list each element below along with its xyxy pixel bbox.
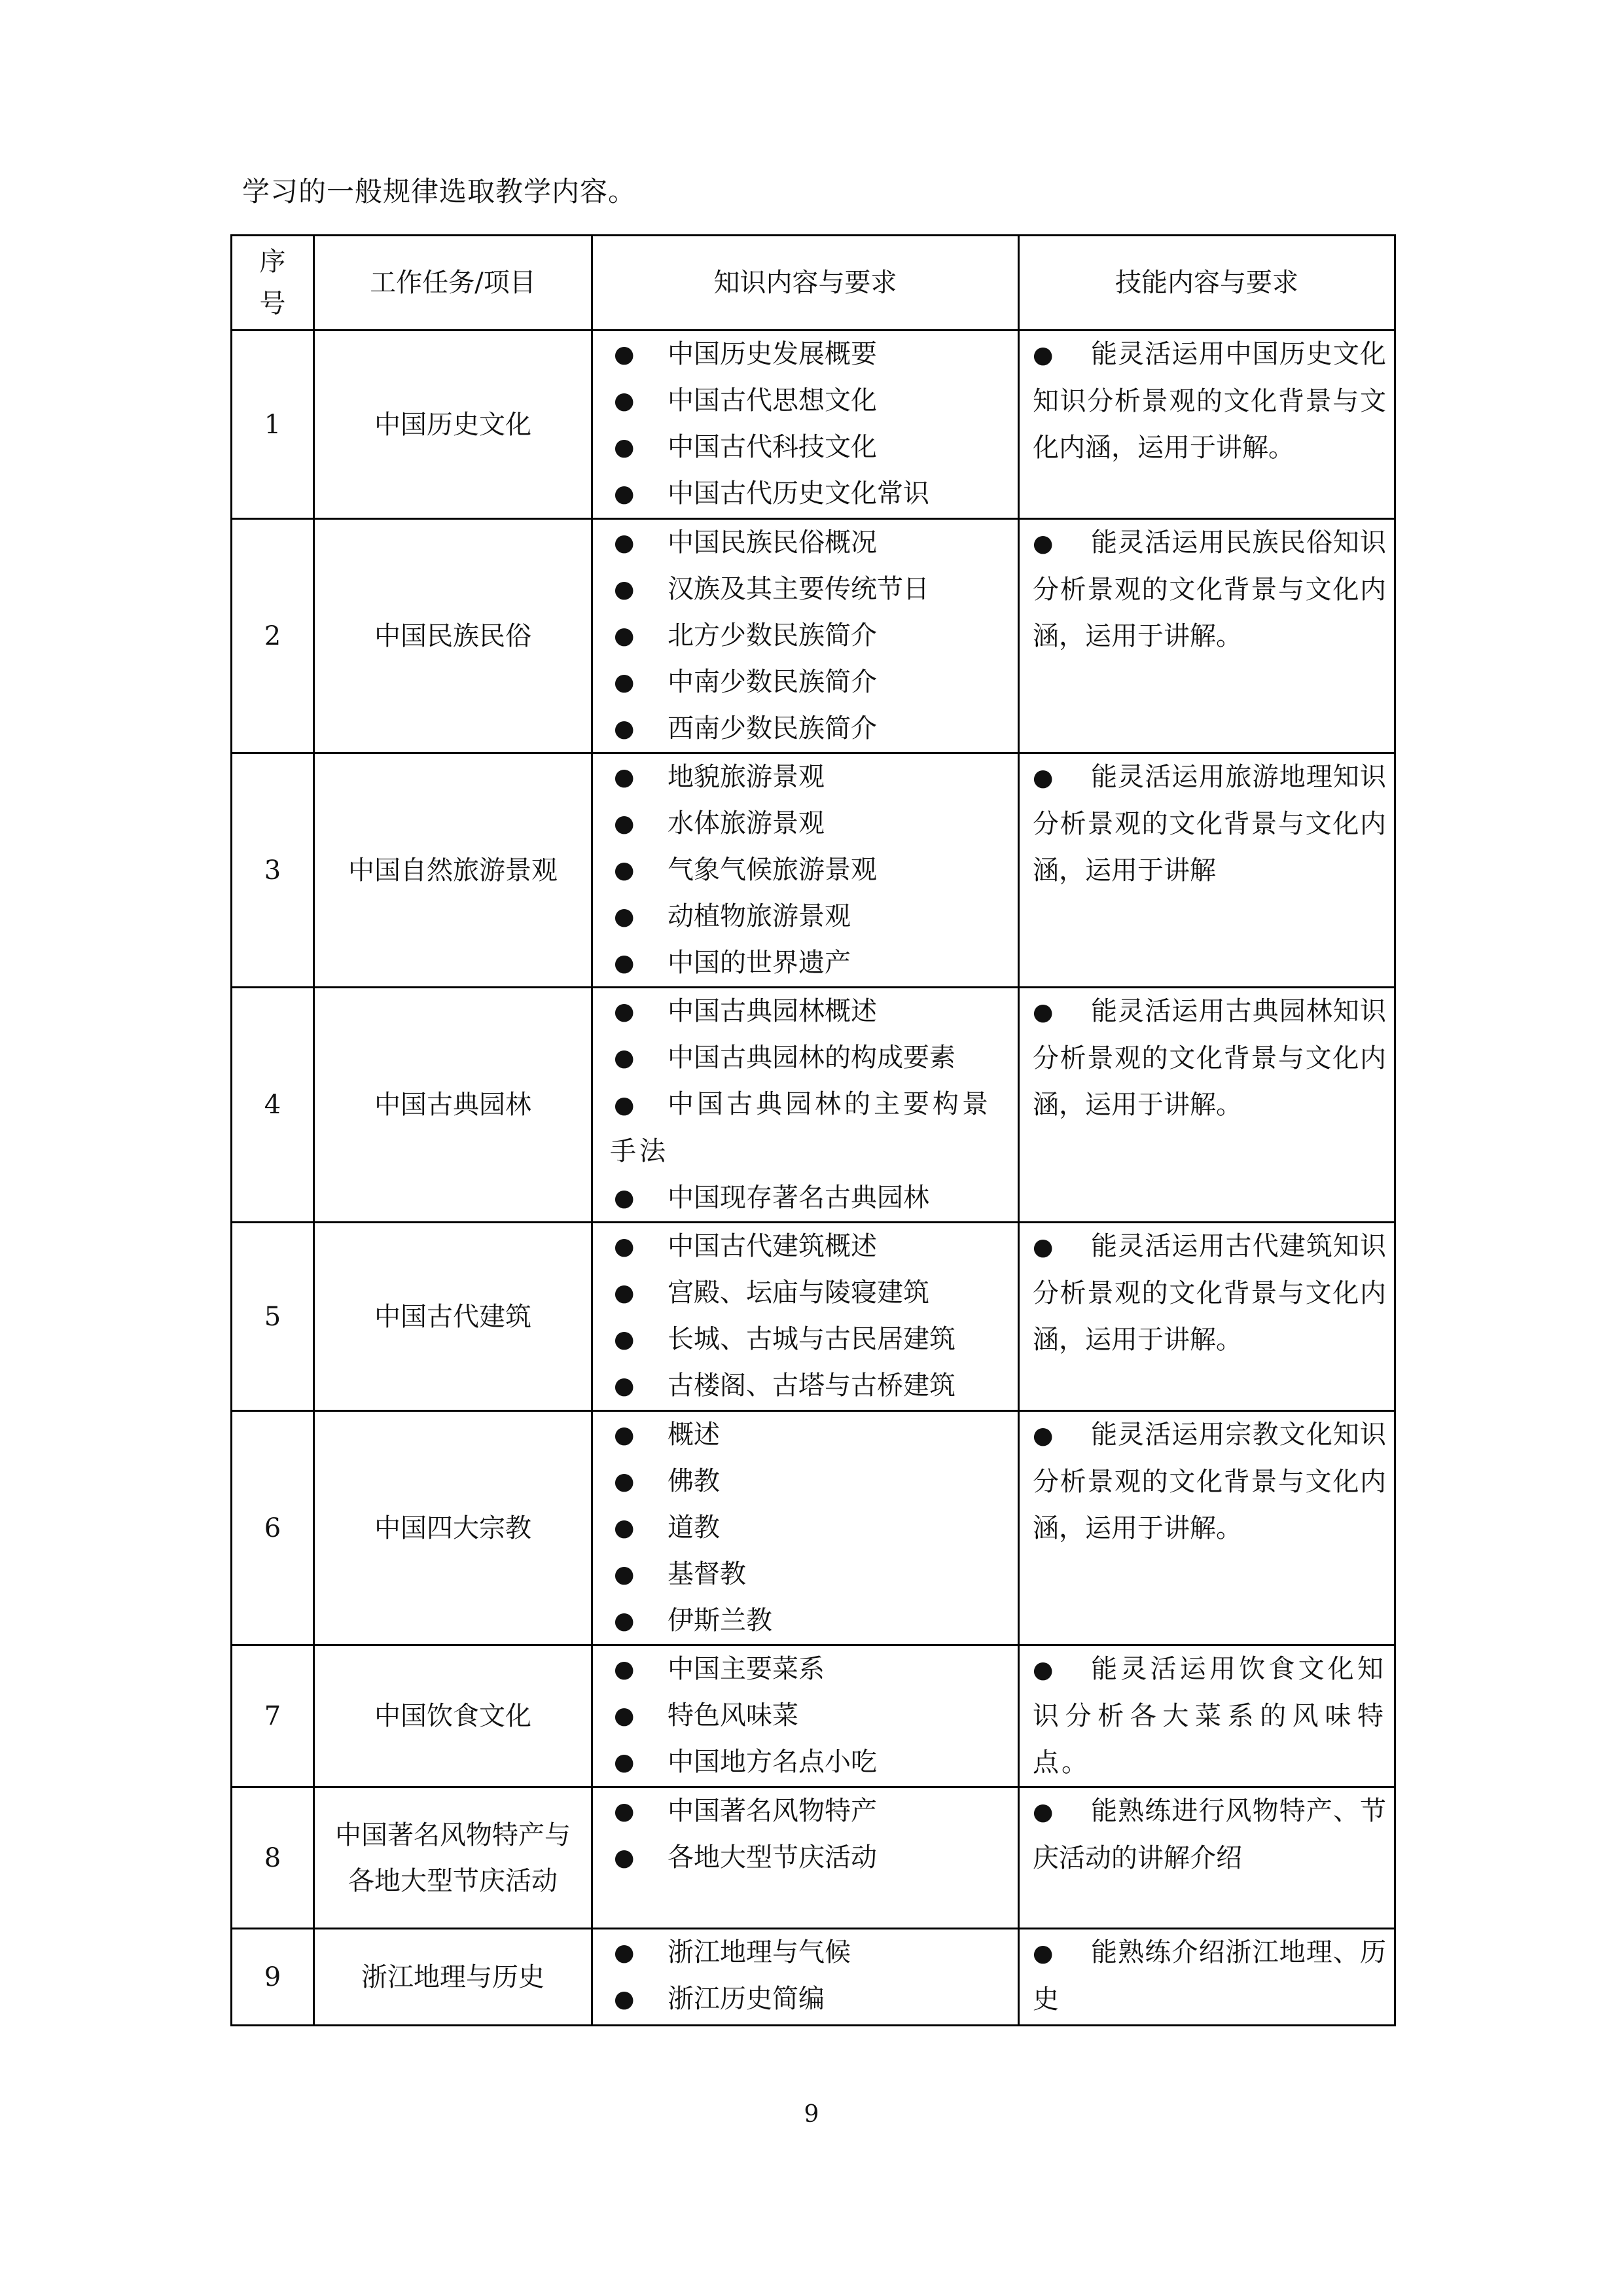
list-item: ● 中国现存著名古典园林 xyxy=(610,1175,1012,1221)
bullet-icon: ● xyxy=(614,1233,635,1260)
list-item: ● 水体旅游景观 xyxy=(610,800,1012,847)
row-seq: 5 xyxy=(232,1223,314,1411)
header-seq-label: 序号 xyxy=(259,247,286,319)
bullet-icon: ● xyxy=(614,1468,635,1495)
list-item: ● 北方少数民族简介 xyxy=(610,613,1012,659)
bullet-icon: ● xyxy=(614,1798,635,1825)
row-skill: ● 能灵活运用旅游地理知识分析景观的文化背景与文化内涵，运用于讲解 xyxy=(1019,753,1395,988)
list-item: ● 古楼阁、古塔与古桥建筑 xyxy=(610,1363,1012,1409)
header-skill: 技能内容与要求 xyxy=(1019,236,1395,331)
row-seq: 3 xyxy=(232,753,314,988)
list-item: ● 中国古代思想文化 xyxy=(610,378,1012,424)
row-task: 中国古典园林 xyxy=(314,988,592,1223)
list-item: ● 宫殿、坛庙与陵寝建筑 xyxy=(610,1270,1012,1316)
bullet-icon: ● xyxy=(614,1280,635,1306)
table-row xyxy=(232,988,1395,1223)
list-item: ● 地貌旅游景观 xyxy=(610,754,1012,800)
row-task: 中国历史文化 xyxy=(314,331,592,519)
list-item: ● 道教 xyxy=(610,1505,1012,1551)
page-number: 9 xyxy=(804,2101,819,2128)
bullet-icon: ● xyxy=(614,764,635,791)
row-skill: ● 能灵活运用古典园林知识分析景观的文化背景与文化内涵，运用于讲解。 xyxy=(1019,988,1395,1223)
list-item: ● 中国的世界遗产 xyxy=(610,940,1012,986)
list-item: ● 中国主要菜系 xyxy=(610,1646,1012,1693)
row-seq: 8 xyxy=(232,1787,314,1929)
list-item: ● 气象气候旅游景观 xyxy=(610,847,1012,893)
table-row xyxy=(232,1787,1395,1929)
list-item: ● 特色风味菜 xyxy=(610,1693,1012,1739)
list-item: ● 基督教 xyxy=(610,1551,1012,1598)
table-row xyxy=(232,1645,1395,1787)
list-item: ● 佛教 xyxy=(610,1458,1012,1505)
list-item: ● 中国历史发展概要 xyxy=(610,331,1012,378)
table-row xyxy=(232,1223,1395,1411)
bullet-icon: ● xyxy=(614,622,635,649)
row-task: 中国古代建筑 xyxy=(314,1223,592,1411)
list-item: ● 汉族及其主要传统节日 xyxy=(610,566,1012,613)
bullet-icon: ● xyxy=(1033,1234,1054,1261)
list-item: ● 伊斯兰教 xyxy=(610,1598,1012,1644)
bullet-icon: ● xyxy=(614,1515,635,1541)
row-knowledge xyxy=(592,331,1019,519)
table-row xyxy=(232,519,1395,753)
list-item: ● 中国古典园林的构成要素 xyxy=(610,1035,1012,1081)
list-item: ● 西南少数民族简介 xyxy=(610,706,1012,752)
bullet-icon: ● xyxy=(1033,530,1054,557)
list-item: ● 中国古代建筑概述 xyxy=(610,1223,1012,1270)
list-item: ● 中南少数民族简介 xyxy=(610,659,1012,706)
bullet-icon: ● xyxy=(614,1326,635,1353)
table-row xyxy=(232,1929,1395,2026)
bullet-icon: ● xyxy=(1033,1940,1054,1967)
list-item: ● 中国地方名点小吃 xyxy=(610,1739,1012,1785)
list-item: ● 长城、古城与古民居建筑 xyxy=(610,1316,1012,1363)
row-knowledge xyxy=(592,1645,1019,1787)
bullet-icon: ● xyxy=(614,1986,635,2013)
bullet-icon: ● xyxy=(614,1939,635,1966)
header-task: 工作任务/项目 xyxy=(314,236,592,331)
row-knowledge xyxy=(592,753,1019,988)
row-knowledge xyxy=(592,1223,1019,1411)
bullet-icon: ● xyxy=(614,1045,635,1071)
bullet-icon: ● xyxy=(614,1422,635,1448)
bullet-icon: ● xyxy=(614,1702,635,1729)
row-task: 中国著名风物特产与各地大型节庆活动 xyxy=(314,1787,592,1929)
bullet-icon: ● xyxy=(614,950,635,977)
row-skill: ● 能灵活运用中国历史文化知识分析景观的文化背景与文化内涵，运用于讲解。 xyxy=(1019,331,1395,519)
row-knowledge xyxy=(592,1787,1019,1929)
list-item: ● 中国古代科技文化 xyxy=(610,424,1012,471)
bullet-icon: ● xyxy=(1033,1422,1054,1449)
bullet-icon: ● xyxy=(614,1656,635,1683)
row-seq: 7 xyxy=(232,1645,314,1787)
row-task: 浙江地理与历史 xyxy=(314,1929,592,2026)
list-item: ● 中国民族民俗概况 xyxy=(610,520,1012,566)
row-seq: 2 xyxy=(232,519,314,753)
list-item: ● 浙江地理与气候 xyxy=(610,1929,1012,1976)
bullet-icon: ● xyxy=(614,1372,635,1399)
bullet-icon: ● xyxy=(1033,764,1054,791)
row-seq: 4 xyxy=(232,988,314,1223)
bullet-icon: ● xyxy=(614,576,635,603)
list-item: ● 动植物旅游景观 xyxy=(610,893,1012,940)
bullet-icon: ● xyxy=(614,1749,635,1776)
row-skill: ● 能灵活运用古代建筑知识分析景观的文化背景与文化内涵，运用于讲解。 xyxy=(1019,1223,1395,1411)
row-seq: 1 xyxy=(232,331,314,519)
bullet-icon: ● xyxy=(614,434,635,461)
table-header-row xyxy=(232,236,1395,331)
row-task: 中国饮食文化 xyxy=(314,1645,592,1787)
bullet-icon: ● xyxy=(614,529,635,556)
course-content-table xyxy=(230,234,1396,2026)
list-item: ● 概述 xyxy=(610,1412,1012,1458)
row-skill: ● 能灵活运用饮食文化知识分析各大菜系的风味特点。 xyxy=(1019,1645,1395,1787)
intro-paragraph: 学习的一般规律选取教学内容。 xyxy=(242,175,637,207)
row-knowledge xyxy=(592,1411,1019,1645)
row-skill: ● 能灵活运用宗教文化知识分析景观的文化背景与文化内涵，运用于讲解。 xyxy=(1019,1411,1395,1645)
row-knowledge xyxy=(592,519,1019,753)
bullet-icon: ● xyxy=(1033,1799,1054,1825)
row-skill: ● 能熟练进行风物特产、节庆活动的讲解介绍 xyxy=(1019,1787,1395,1929)
row-skill: ● 能灵活运用民族民俗知识分析景观的文化背景与文化内涵，运用于讲解。 xyxy=(1019,519,1395,753)
list-item: ● 中国古代历史文化常识 xyxy=(610,471,1012,517)
row-knowledge xyxy=(592,1929,1019,2026)
bullet-icon: ● xyxy=(614,387,635,414)
bullet-icon: ● xyxy=(1033,342,1054,368)
row-task: 中国四大宗教 xyxy=(314,1411,592,1645)
bullet-icon: ● xyxy=(614,998,635,1025)
bullet-icon: ● xyxy=(614,1092,635,1119)
list-item: ● 中国古典园林的主要构景手法 xyxy=(610,1081,1012,1175)
bullet-icon: ● xyxy=(614,669,635,696)
table-row xyxy=(232,753,1395,988)
bullet-icon: ● xyxy=(614,480,635,507)
bullet-icon: ● xyxy=(614,903,635,930)
row-knowledge xyxy=(592,988,1019,1223)
list-item: ● 各地大型节庆活动 xyxy=(610,1835,1012,1881)
row-task: 中国民族民俗 xyxy=(314,519,592,753)
row-skill: ● 能熟练介绍浙江地理、历史 xyxy=(1019,1929,1395,2026)
bullet-icon: ● xyxy=(614,1561,635,1588)
bullet-icon: ● xyxy=(614,1607,635,1634)
row-task: 中国自然旅游景观 xyxy=(314,753,592,988)
header-knowledge: 知识内容与要求 xyxy=(592,236,1019,331)
bullet-icon: ● xyxy=(614,857,635,884)
table-row xyxy=(232,331,1395,519)
bullet-icon: ● xyxy=(614,810,635,837)
bullet-icon: ● xyxy=(1033,1657,1054,1683)
row-seq: 9 xyxy=(232,1929,314,2026)
list-item: ● 中国著名风物特产 xyxy=(610,1788,1012,1835)
bullet-icon: ● xyxy=(614,1185,635,1211)
list-item: ● 中国古典园林概述 xyxy=(610,988,1012,1035)
list-item: ● 浙江历史简编 xyxy=(610,1976,1012,2022)
bullet-icon: ● xyxy=(614,341,635,368)
row-seq: 6 xyxy=(232,1411,314,1645)
table-row xyxy=(232,1411,1395,1645)
bullet-icon: ● xyxy=(614,715,635,742)
header-seq xyxy=(232,236,314,331)
bullet-icon: ● xyxy=(1033,999,1054,1026)
bullet-icon: ● xyxy=(614,1844,635,1871)
